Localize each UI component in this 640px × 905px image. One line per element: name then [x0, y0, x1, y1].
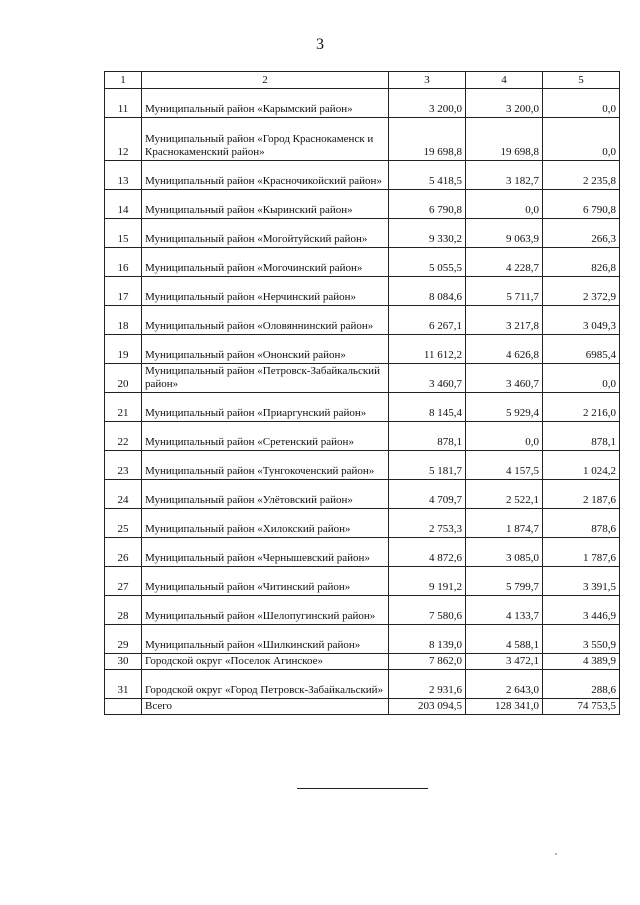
row-col5-value: 2 216,0 [543, 393, 620, 422]
row-col5-value: 3 550,9 [543, 625, 620, 654]
row-number-cell: 20 [105, 364, 142, 393]
row-col3-value: 7 862,0 [389, 654, 466, 670]
table-row [105, 118, 620, 161]
header-col-2: 2 [142, 72, 389, 89]
row-number-cell: 26 [105, 538, 142, 567]
row-name-cell: Муниципальный район «Шилкинский район» [142, 625, 389, 654]
table-row [105, 625, 620, 654]
row-name-cell: Муниципальный район «Петровск-Забайкальский район» [142, 364, 389, 393]
row-col4-value: 4 588,1 [466, 625, 543, 654]
row-col5-value: 2 372,9 [543, 277, 620, 306]
row-number-cell [105, 699, 142, 715]
row-col5-value: 2 235,8 [543, 161, 620, 190]
row-col3-value: 4 872,6 [389, 538, 466, 567]
row-col4-value: 3 085,0 [466, 538, 543, 567]
row-col5-value: 2 187,6 [543, 480, 620, 509]
row-number-cell: 15 [105, 219, 142, 248]
row-col5-value: 0,0 [543, 118, 620, 161]
row-col3-value: 3 460,7 [389, 364, 466, 393]
row-col4-value: 0,0 [466, 422, 543, 451]
table-row [105, 248, 620, 277]
row-col4-value: 9 063,9 [466, 219, 543, 248]
row-col3-value: 5 055,5 [389, 248, 466, 277]
row-col5-value: 3 049,3 [543, 306, 620, 335]
row-col4-value: 1 874,7 [466, 509, 543, 538]
row-name-cell: Муниципальный район «Город Краснокаменск и Краснокаменский район» [142, 118, 389, 161]
signature-line [297, 788, 428, 789]
row-number-cell: 22 [105, 422, 142, 451]
row-name-cell: Муниципальный район «Оловяннинский район» [142, 306, 389, 335]
row-col5-value: 74 753,5 [543, 699, 620, 715]
row-col3-value: 2 931,6 [389, 670, 466, 699]
row-col5-value: 4 389,9 [543, 654, 620, 670]
row-col3-value: 9 330,2 [389, 219, 466, 248]
table-row [105, 161, 620, 190]
row-col4-value: 4 626,8 [466, 335, 543, 364]
row-col4-value: 5 799,7 [466, 567, 543, 596]
table-row [105, 335, 620, 364]
row-col3-value: 6 267,1 [389, 306, 466, 335]
row-number-cell: 31 [105, 670, 142, 699]
row-col3-value: 7 580,6 [389, 596, 466, 625]
row-name-cell: Городской округ «Город Петровск-Забайкальский» [142, 670, 389, 699]
row-number-cell: 11 [105, 89, 142, 118]
row-col4-value: 3 217,8 [466, 306, 543, 335]
table-row [105, 451, 620, 480]
scan-speck [555, 853, 557, 855]
table-row [105, 393, 620, 422]
row-col5-value: 826,8 [543, 248, 620, 277]
row-name-cell: Муниципальный район «Читинский район» [142, 567, 389, 596]
row-col4-value: 19 698,8 [466, 118, 543, 161]
table-row [105, 219, 620, 248]
row-col3-value: 8 084,6 [389, 277, 466, 306]
table-row [105, 190, 620, 219]
row-name-cell: Муниципальный район «Приаргунский район» [142, 393, 389, 422]
row-col4-value: 128 341,0 [466, 699, 543, 715]
table-row [105, 480, 620, 509]
row-col4-value: 3 460,7 [466, 364, 543, 393]
row-col3-value: 878,1 [389, 422, 466, 451]
row-col4-value: 4 133,7 [466, 596, 543, 625]
row-col4-value: 4 228,7 [466, 248, 543, 277]
row-col3-value: 8 139,0 [389, 625, 466, 654]
row-col3-value: 3 200,0 [389, 89, 466, 118]
row-col5-value: 0,0 [543, 364, 620, 393]
row-name-cell: Муниципальный район «Улётовский район» [142, 480, 389, 509]
table-row [105, 509, 620, 538]
table-row [105, 422, 620, 451]
table-row [105, 596, 620, 625]
row-name-cell: Муниципальный район «Могойтуйский район» [142, 219, 389, 248]
table-row [105, 364, 620, 393]
row-col5-value: 1 787,6 [543, 538, 620, 567]
table-row [105, 670, 620, 699]
row-col5-value: 3 391,5 [543, 567, 620, 596]
row-col4-value: 3 200,0 [466, 89, 543, 118]
row-name-cell: Городской округ «Поселок Агинское» [142, 654, 389, 670]
row-col3-value: 6 790,8 [389, 190, 466, 219]
row-number-cell: 16 [105, 248, 142, 277]
table-header-row [105, 72, 620, 89]
table-body [105, 89, 620, 715]
row-col3-value: 203 094,5 [389, 699, 466, 715]
row-col3-value: 2 753,3 [389, 509, 466, 538]
header-col-5: 5 [543, 72, 620, 89]
row-name-cell: Муниципальный район «Карымский район» [142, 89, 389, 118]
row-col5-value: 288,6 [543, 670, 620, 699]
row-number-cell: 27 [105, 567, 142, 596]
row-number-cell: 17 [105, 277, 142, 306]
row-number-cell: 25 [105, 509, 142, 538]
table-row [105, 89, 620, 118]
row-col4-value: 0,0 [466, 190, 543, 219]
row-name-cell: Всего [142, 699, 389, 715]
row-col3-value: 11 612,2 [389, 335, 466, 364]
table-total-row [105, 699, 620, 715]
row-col3-value: 8 145,4 [389, 393, 466, 422]
row-col4-value: 2 522,1 [466, 480, 543, 509]
row-number-cell: 30 [105, 654, 142, 670]
header-col-3: 3 [389, 72, 466, 89]
table-row [105, 538, 620, 567]
row-col4-value: 3 472,1 [466, 654, 543, 670]
row-col3-value: 5 181,7 [389, 451, 466, 480]
row-number-cell: 13 [105, 161, 142, 190]
row-col5-value: 3 446,9 [543, 596, 620, 625]
row-name-cell: Муниципальный район «Красночикойский район» [142, 161, 389, 190]
row-col3-value: 9 191,2 [389, 567, 466, 596]
row-name-cell: Муниципальный район «Шелопугинский район» [142, 596, 389, 625]
row-col3-value: 4 709,7 [389, 480, 466, 509]
row-number-cell: 12 [105, 118, 142, 161]
budget-distribution-table [104, 71, 620, 715]
row-name-cell: Муниципальный район «Чернышевский район» [142, 538, 389, 567]
row-name-cell: Муниципальный район «Сретенский район» [142, 422, 389, 451]
table-row [105, 277, 620, 306]
row-col5-value: 878,6 [543, 509, 620, 538]
row-col5-value: 0,0 [543, 89, 620, 118]
row-number-cell: 19 [105, 335, 142, 364]
row-col4-value: 3 182,7 [466, 161, 543, 190]
header-col-1: 1 [105, 72, 142, 89]
row-name-cell: Муниципальный район «Могочинский район» [142, 248, 389, 277]
page-number: 3 [316, 36, 324, 53]
row-col3-value: 5 418,5 [389, 161, 466, 190]
row-col4-value: 5 929,4 [466, 393, 543, 422]
row-col4-value: 2 643,0 [466, 670, 543, 699]
row-col4-value: 5 711,7 [466, 277, 543, 306]
row-number-cell: 29 [105, 625, 142, 654]
table-row [105, 654, 620, 670]
row-number-cell: 14 [105, 190, 142, 219]
row-col3-value: 19 698,8 [389, 118, 466, 161]
table-row [105, 306, 620, 335]
row-number-cell: 28 [105, 596, 142, 625]
row-number-cell: 23 [105, 451, 142, 480]
table-row [105, 567, 620, 596]
header-col-4: 4 [466, 72, 543, 89]
row-name-cell: Муниципальный район «Ононский район» [142, 335, 389, 364]
row-col5-value: 878,1 [543, 422, 620, 451]
row-name-cell: Муниципальный район «Кыринский район» [142, 190, 389, 219]
row-col5-value: 266,3 [543, 219, 620, 248]
row-col5-value: 6985,4 [543, 335, 620, 364]
row-name-cell: Муниципальный район «Нерчинский район» [142, 277, 389, 306]
row-number-cell: 24 [105, 480, 142, 509]
row-col5-value: 1 024,2 [543, 451, 620, 480]
row-col5-value: 6 790,8 [543, 190, 620, 219]
row-number-cell: 21 [105, 393, 142, 422]
row-name-cell: Муниципальный район «Хилокский район» [142, 509, 389, 538]
row-name-cell: Муниципальный район «Тунгокоченский район» [142, 451, 389, 480]
row-number-cell: 18 [105, 306, 142, 335]
row-col4-value: 4 157,5 [466, 451, 543, 480]
